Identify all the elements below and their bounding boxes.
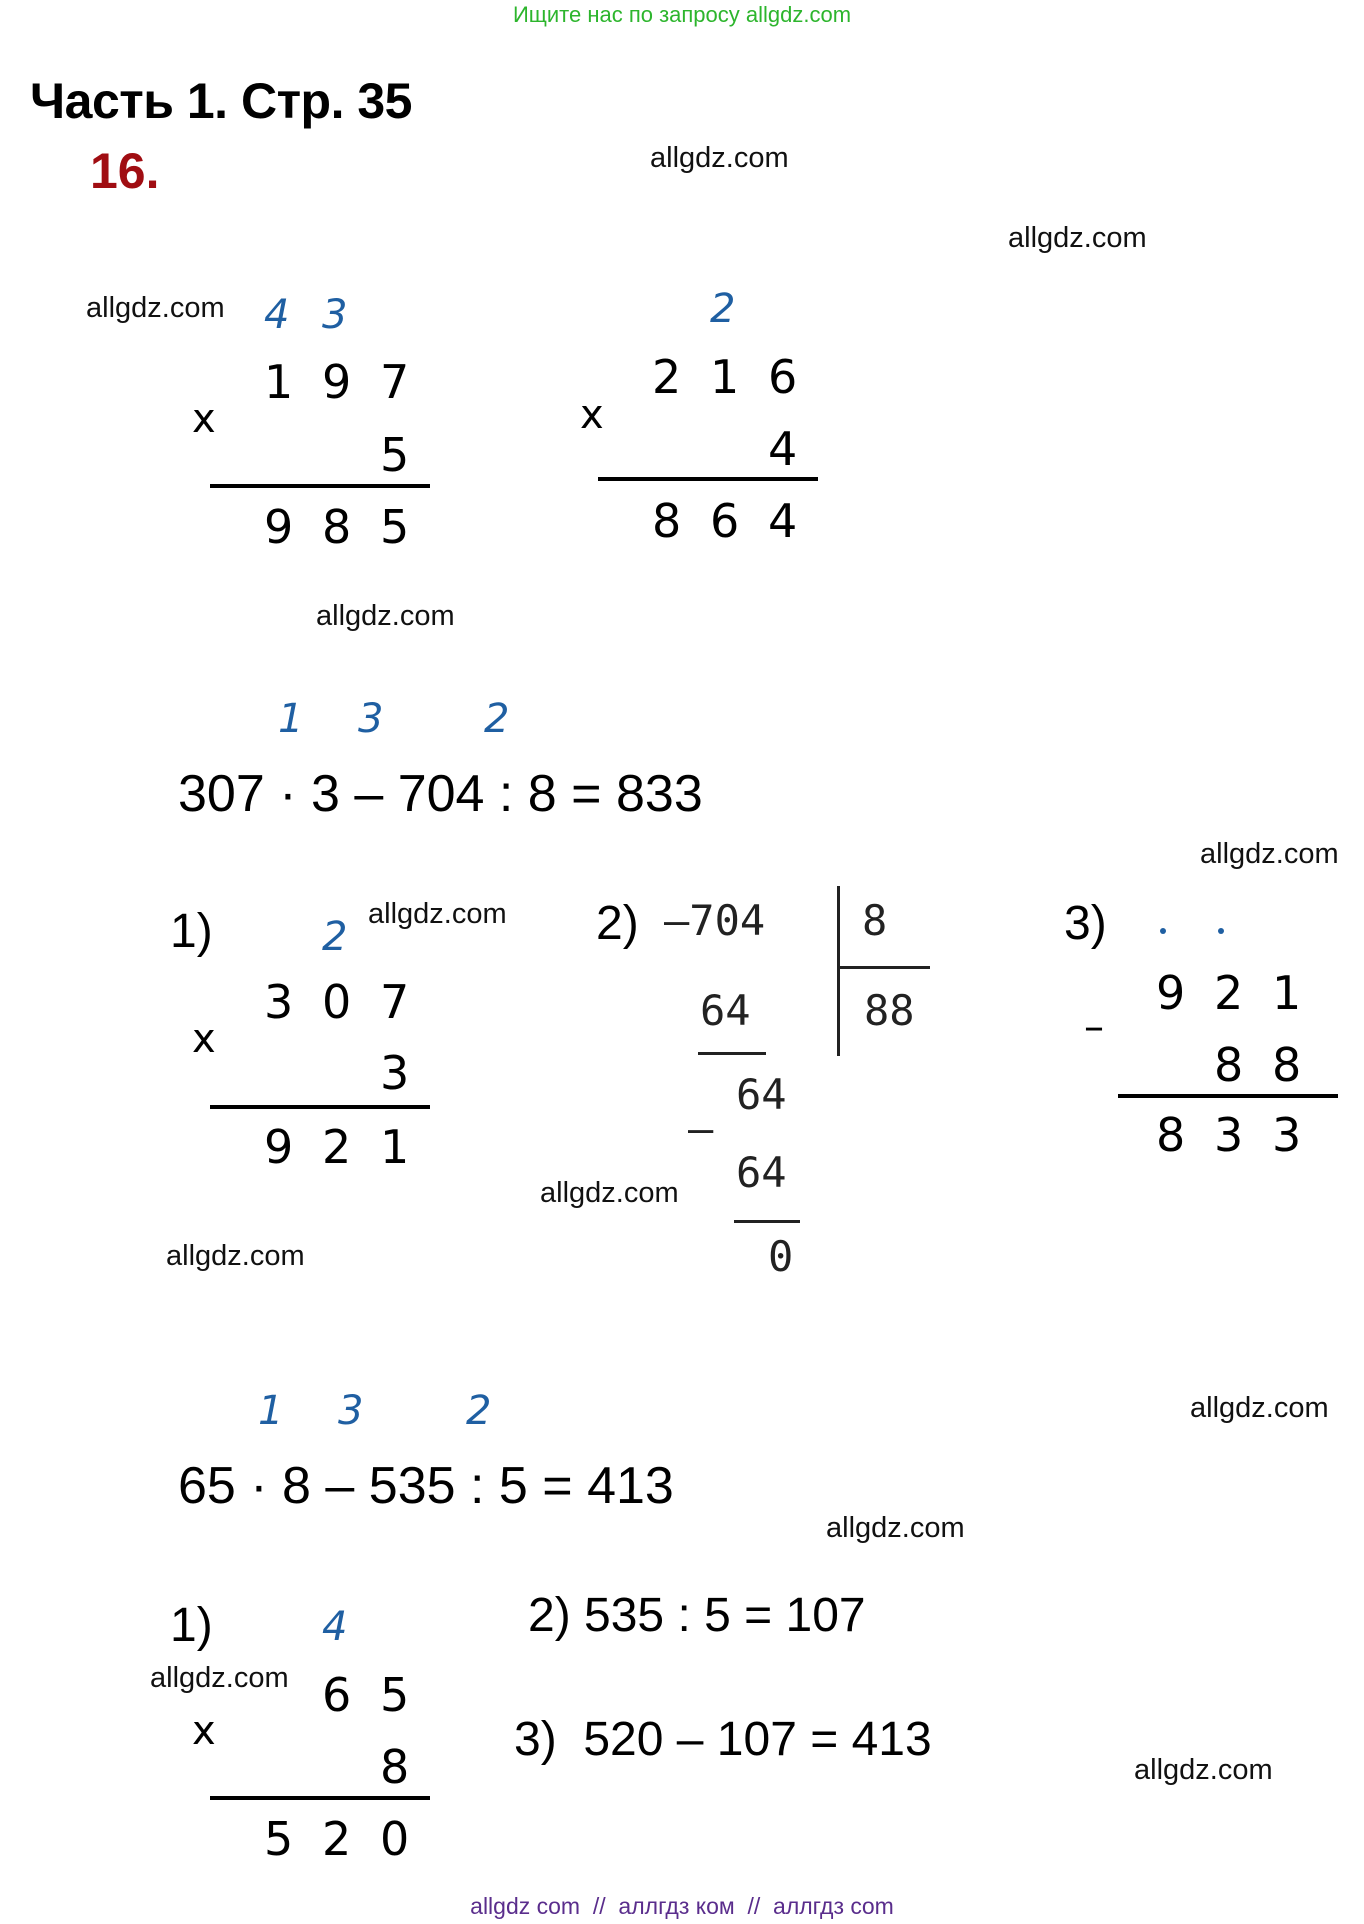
watermark: allgdz.com (1200, 838, 1339, 870)
result-line (210, 484, 430, 488)
digit: 5 (380, 500, 410, 554)
subtrahend: 64 (736, 1148, 787, 1197)
step-2-division: 2) 535 : 5 = 107 (528, 1589, 866, 1642)
watermark: allgdz.com (166, 1240, 305, 1272)
step-3-subtraction-2: 3) 520 – 107 = 413 (514, 1713, 932, 1766)
dividend: –704 (664, 896, 766, 945)
page-title: Часть 1. Стр. 35 (30, 73, 412, 129)
digit: 9 (264, 500, 294, 554)
digit: 8 (1156, 1108, 1186, 1162)
order-number: 2 (484, 696, 510, 742)
digit: 1 (1272, 966, 1302, 1020)
result-line (210, 1796, 430, 1800)
watermark: allgdz.com (1134, 1754, 1273, 1786)
step-label: 1) (170, 905, 213, 958)
step-label: 1) (170, 1599, 213, 1652)
digit: 9 (1156, 966, 1186, 1020)
digit: 1 (710, 350, 740, 404)
digit: 2 (652, 350, 682, 404)
step-label: 3) (1064, 897, 1107, 950)
watermark: allgdz.com (86, 292, 225, 324)
result-line (210, 1105, 430, 1109)
carry-digit: 4 (264, 292, 290, 338)
multiply-sign: x (192, 396, 216, 442)
digit: 8 (380, 1740, 410, 1794)
minus-sign: – (688, 1104, 714, 1153)
watermark: allgdz.com (1190, 1392, 1329, 1424)
digit: 1 (264, 355, 294, 409)
carry-digit: 4 (322, 1604, 348, 1650)
order-number: 3 (358, 696, 384, 742)
watermark: allgdz.com (650, 142, 789, 174)
digit: 5 (264, 1812, 294, 1866)
digit: 9 (322, 355, 352, 409)
watermark: allgdz.com (540, 1177, 679, 1209)
digit: 6 (768, 350, 798, 404)
order-number: 1 (258, 1388, 284, 1434)
multiply-sign: x (192, 1016, 216, 1062)
carry-digit: 2 (710, 286, 736, 332)
digit: 8 (1272, 1038, 1302, 1092)
digit: 7 (380, 355, 410, 409)
minus-sign: – (1084, 1004, 1104, 1050)
digit: 3 (380, 1046, 410, 1100)
partial-remainder: 64 (736, 1070, 787, 1119)
quotient: 88 (864, 986, 915, 1035)
subtraction-line (698, 1052, 766, 1055)
carry-digit: 3 (322, 292, 348, 338)
order-number: 3 (338, 1388, 364, 1434)
digit: 1 (380, 1120, 410, 1174)
step-label: 2) (596, 897, 639, 950)
task-number: 16. (90, 143, 160, 199)
division-bar (837, 886, 840, 1056)
digit: 6 (322, 1668, 352, 1722)
carry-digit: 2 (322, 914, 348, 960)
watermark: allgdz.com (1008, 222, 1147, 254)
order-number: 2 (466, 1388, 492, 1434)
borrow-dot (1160, 928, 1166, 934)
digit: 3 (264, 975, 294, 1029)
subtraction-line (734, 1220, 800, 1223)
digit: 0 (322, 975, 352, 1029)
digit: 0 (380, 1812, 410, 1866)
digit: 3 (1272, 1108, 1302, 1162)
digit: 9 (264, 1120, 294, 1174)
remainder: 0 (768, 1232, 794, 1281)
result-line (1118, 1094, 1338, 1098)
footer-watermark: allgdz com // аллгдз ком // аллгдз com (470, 1893, 894, 1919)
digit: 2 (322, 1812, 352, 1866)
search-banner: Ищите нас по запросу allgdz.com (512, 2, 852, 27)
digit: 4 (768, 494, 798, 548)
digit: 6 (710, 494, 740, 548)
watermark: allgdz.com (368, 898, 507, 930)
multiply-sign: x (580, 392, 604, 438)
subtrahend: 64 (700, 986, 751, 1035)
digit: 8 (1214, 1038, 1244, 1092)
order-number: 1 (278, 696, 304, 742)
digit: 4 (768, 422, 798, 476)
digit: 8 (652, 494, 682, 548)
digit: 8 (322, 500, 352, 554)
borrow-dot (1218, 928, 1224, 934)
multiply-sign: x (192, 1708, 216, 1754)
digit: 3 (1214, 1108, 1244, 1162)
expression-text: 65 · 8 – 535 : 5 = 413 (178, 1457, 674, 1515)
digit: 7 (380, 975, 410, 1029)
digit: 5 (380, 428, 410, 482)
result-line (598, 477, 818, 481)
expression-text: 307 · 3 – 704 : 8 = 833 (178, 765, 703, 823)
divisor-line (838, 966, 930, 969)
digit: 5 (380, 1668, 410, 1722)
watermark: allgdz.com (150, 1662, 289, 1694)
digit: 2 (1214, 966, 1244, 1020)
watermark: allgdz.com (826, 1512, 965, 1544)
divisor: 8 (862, 896, 888, 945)
watermark: allgdz.com (316, 600, 455, 632)
digit: 2 (322, 1120, 352, 1174)
